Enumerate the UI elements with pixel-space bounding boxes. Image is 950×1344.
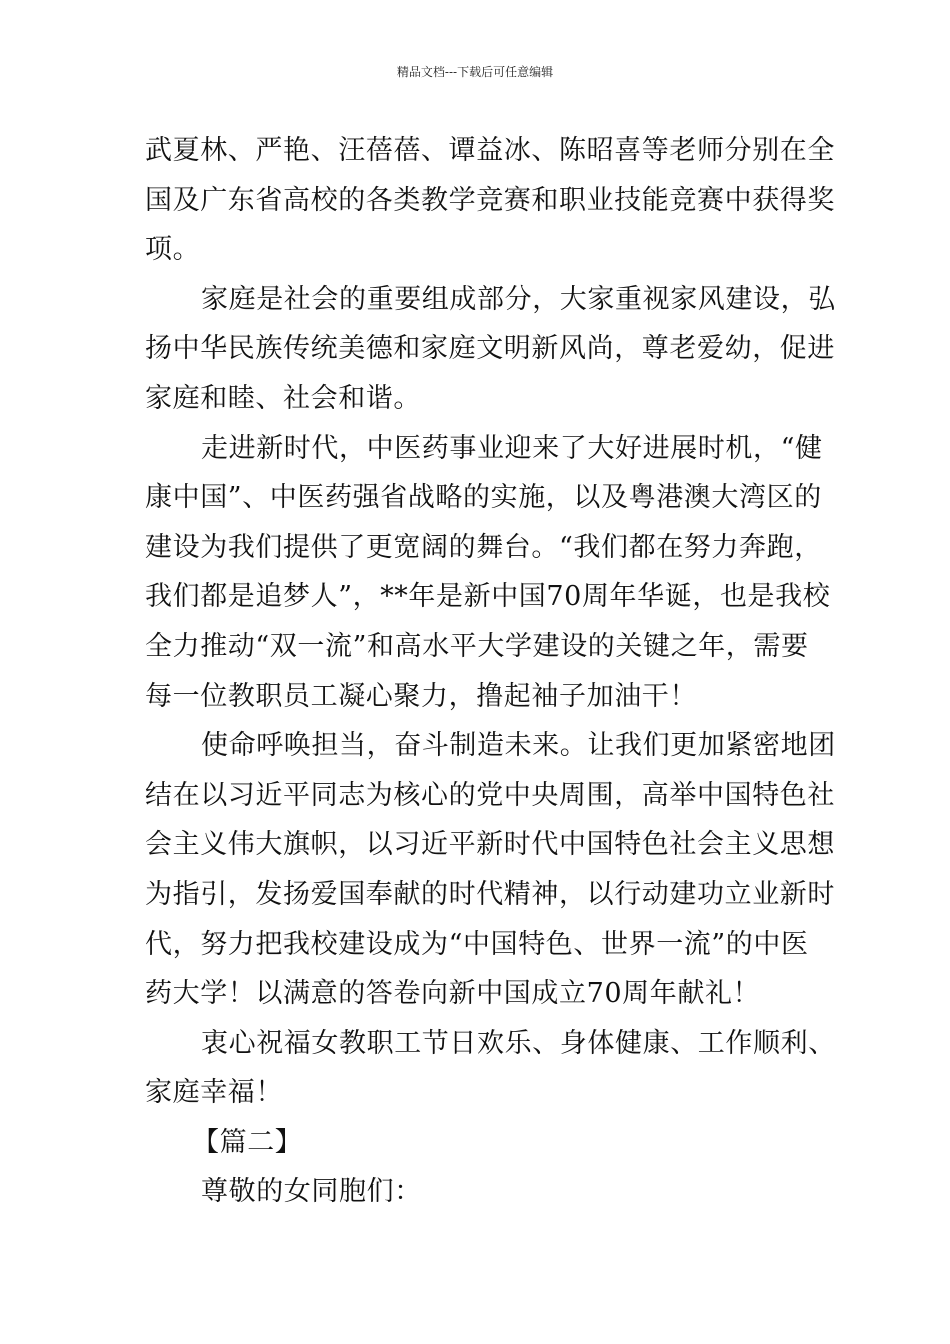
text-line: 全力推动“双一流”和高水平大学建设的关键之年，需要	[145, 630, 809, 662]
text-line: 为指引，发扬爱国奉献的时代精神，以行动建功立业新时	[145, 878, 835, 910]
text-line: 国及广东省高校的各类教学竞赛和职业技能竞赛中获得奖	[145, 184, 835, 216]
text-line: 药大学！以满意的答卷向新中国成立70周年献礼！	[145, 978, 761, 1010]
text-line: 衷心祝福女教职工节日欢乐、身体健康、工作顺利、	[201, 1027, 836, 1059]
text-line: 家庭是社会的重要组成部分，大家重视家风建设，弘	[201, 283, 836, 315]
page-header: 精品文档---下载后可任意编辑	[396, 65, 554, 79]
section-heading: 【篇二】	[192, 1126, 303, 1158]
text-line: 使命呼唤担当，奋斗制造未来。让我们更加紧密地团	[201, 730, 836, 762]
text-line: 我们都是追梦人”，**年是新中国70周年华诞，也是我校	[145, 581, 831, 613]
paragraph-new-era	[145, 424, 831, 722]
paragraph-family	[145, 275, 836, 424]
text-line: 武夏林、严艳、汪蓓蓓、谭益冰、陈昭喜等老师分别在全	[145, 135, 835, 166]
salutation: 尊敬的女同胞们：	[201, 1176, 422, 1208]
document-body	[145, 126, 836, 1217]
text-line: 每一位教职员工凝心聚力，撸起袖子加油干！	[145, 680, 697, 712]
text-line: 代，努力把我校建设成为“中国特色、世界一流”的中医	[145, 928, 809, 960]
text-line: 家庭幸福！	[145, 1077, 283, 1109]
paragraph-wishes	[145, 1019, 836, 1118]
text-line: 走进新时代，中医药事业迎来了大好进展时机，“健	[201, 432, 823, 464]
text-line: 建设为我们提供了更宽阔的舞台。“我们都在努力奔跑，	[145, 531, 822, 563]
text-line: 康中国”、中医药强省战略的实施，以及粤港澳大湾区的	[145, 482, 822, 514]
paragraph-mission	[145, 721, 836, 1019]
text-line: 结在以习近平同志为核心的党中央周围，高举中国特色社	[145, 779, 835, 811]
text-line: 会主义伟大旗帜，以习近平新时代中国特色社会主义思想	[145, 829, 835, 861]
text-line: 家庭和睦、社会和谐。	[145, 382, 421, 414]
text-line: 项。	[145, 234, 201, 266]
paragraph-awards	[145, 126, 835, 275]
text-line: 扬中华民族传统美德和家庭文明新风尚，尊老爱幼，促进	[145, 333, 835, 365]
